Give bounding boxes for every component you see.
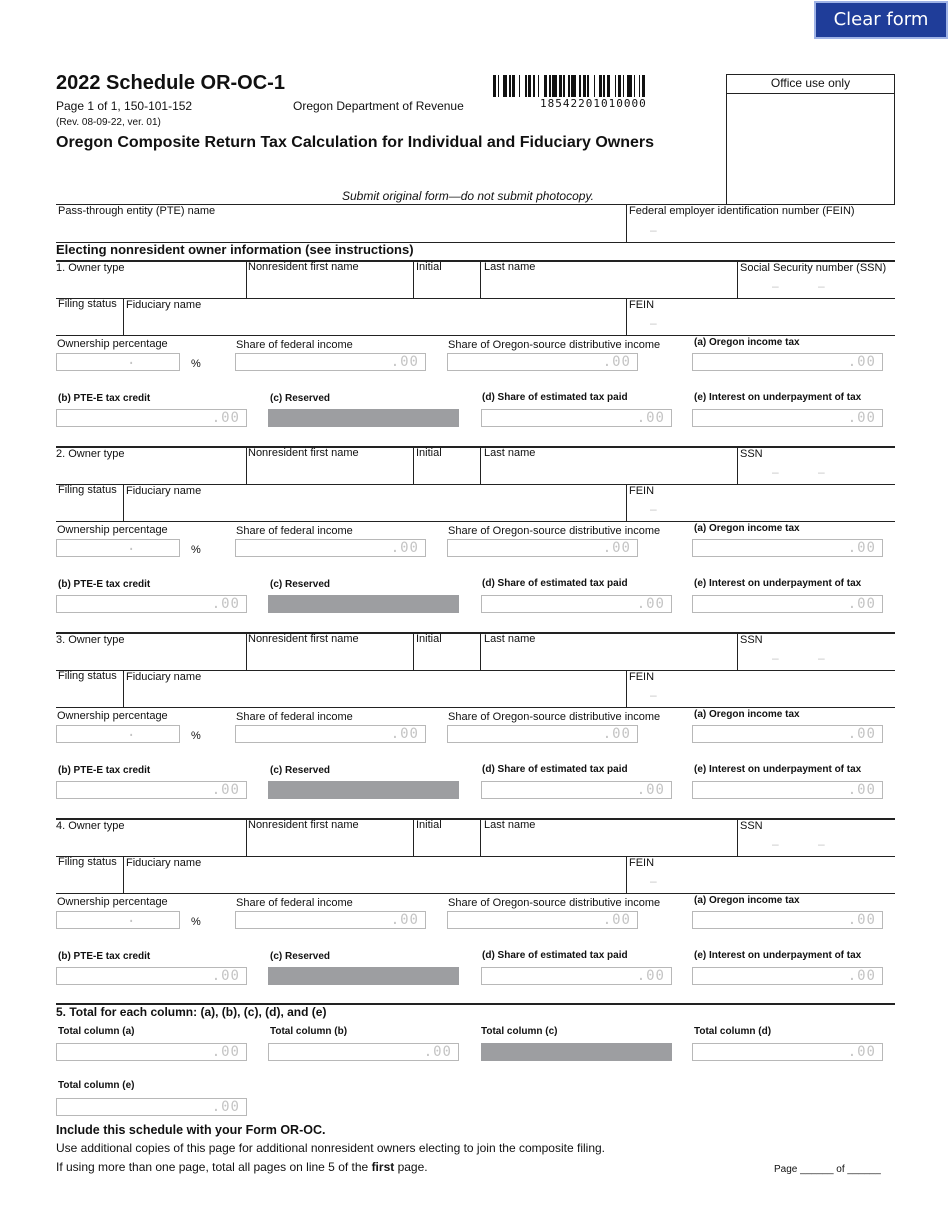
divider bbox=[246, 818, 247, 856]
owner-4-owner-type-label: 4. Owner type bbox=[56, 820, 125, 832]
divider bbox=[246, 632, 247, 670]
owner-1-col-d-label: (d) Share of estimated tax paid bbox=[482, 392, 628, 403]
owner-3-ownership-pct-label: Ownership percentage bbox=[57, 710, 168, 722]
owner-3-share-federal-input[interactable] bbox=[235, 725, 426, 743]
page-label: Page bbox=[774, 1164, 798, 1175]
owner-1-fein-label: FEIN bbox=[629, 299, 655, 311]
department-name: Oregon Department of Revenue bbox=[293, 99, 464, 113]
barcode-bar bbox=[642, 75, 645, 97]
barcode-bar bbox=[525, 75, 527, 97]
owner-3-col-a-label: (a) Oregon income tax bbox=[694, 709, 800, 720]
owner-1-initial-label: Initial bbox=[416, 261, 442, 273]
owner-4-share-federal-label: Share of federal income bbox=[236, 897, 353, 909]
office-use-label: Office use only bbox=[727, 75, 894, 94]
divider bbox=[737, 818, 738, 856]
owner-2-col-d-label: (d) Share of estimated tax paid bbox=[482, 578, 628, 589]
owner-3-col-b-label: (b) PTE-E tax credit bbox=[58, 765, 151, 776]
divider bbox=[480, 260, 481, 298]
include-note: Include this schedule with your Form OR-OC. bbox=[56, 1123, 326, 1137]
divider bbox=[626, 204, 627, 242]
cents-placeholder: .00 bbox=[847, 596, 876, 612]
owner-3-fein-input[interactable]: – bbox=[650, 688, 657, 702]
barcode-bar bbox=[603, 75, 605, 97]
owner-4-estimated-tax-input[interactable] bbox=[481, 967, 672, 985]
divider bbox=[123, 856, 124, 893]
barcode-bar bbox=[503, 75, 508, 97]
divider bbox=[56, 632, 895, 634]
of-label: of bbox=[836, 1164, 845, 1175]
divider bbox=[56, 446, 895, 448]
clear-form-button[interactable]: Clear form bbox=[814, 1, 948, 39]
barcode-bar bbox=[512, 75, 515, 97]
owner-2-pte-credit-input[interactable] bbox=[56, 595, 247, 613]
barcode-bar bbox=[579, 75, 581, 97]
owner-2-last-name-label: Last name bbox=[484, 447, 536, 459]
barcode-bar bbox=[587, 75, 589, 97]
entity-fein-input[interactable]: – bbox=[650, 223, 657, 237]
divider bbox=[626, 856, 627, 893]
total-b-label: Total column (b) bbox=[270, 1026, 348, 1037]
owner-2-col-c-label: (c) Reserved bbox=[270, 579, 331, 590]
owner-2-ssn-label: SSN bbox=[740, 448, 763, 460]
owner-4-filing-status-label: Filing status bbox=[58, 856, 117, 868]
decimal-point: . bbox=[127, 538, 136, 554]
owner-4-initial-label: Initial bbox=[416, 819, 442, 831]
barcode-bar bbox=[528, 75, 531, 97]
owner-4-fein-input[interactable]: – bbox=[650, 874, 657, 888]
owner-2-col-e-label: (e) Interest on underpayment of tax bbox=[694, 578, 862, 589]
divider bbox=[413, 260, 414, 298]
owner-2-ssn-input[interactable]: – – bbox=[772, 465, 843, 479]
owner-2-share-federal-input[interactable] bbox=[235, 539, 426, 557]
barcode-bar bbox=[549, 75, 551, 97]
form-title: 2022 Schedule OR-OC-1 bbox=[56, 72, 285, 94]
owner-1-col-b-label: (b) PTE-E tax credit bbox=[58, 393, 151, 404]
cents-placeholder: .00 bbox=[602, 540, 631, 556]
barcode-bar bbox=[583, 75, 586, 97]
owner-2-oregon-tax-input[interactable] bbox=[692, 539, 883, 557]
pte-name-label: Pass-through entity (PTE) name bbox=[58, 205, 216, 217]
cents-placeholder: .00 bbox=[847, 726, 876, 742]
owner-1-ownership-pct-input[interactable] bbox=[56, 353, 180, 371]
owner-4-first-name-label: Nonresident first name bbox=[248, 819, 359, 831]
owner-3-col-c-label: (c) Reserved bbox=[270, 765, 331, 776]
divider bbox=[413, 818, 414, 856]
owner-3-share-federal-label: Share of federal income bbox=[236, 711, 353, 723]
barcode-bar bbox=[533, 75, 535, 97]
cents-placeholder: .00 bbox=[602, 726, 631, 742]
owner-4-oregon-tax-input[interactable] bbox=[692, 911, 883, 929]
page-info: Page 1 of 1, 150-101-152 bbox=[56, 99, 193, 113]
barcode-bar bbox=[493, 75, 496, 97]
owner-4-ownership-pct-label: Ownership percentage bbox=[57, 896, 168, 908]
owner-4-last-name-label: Last name bbox=[484, 819, 536, 831]
page-number-field[interactable]: ______ bbox=[800, 1164, 834, 1175]
revision-info: (Rev. 08-09-22, ver. 01) bbox=[56, 117, 161, 128]
barcode-bar bbox=[615, 75, 617, 97]
office-use-box bbox=[726, 74, 895, 205]
owner-1-interest-input[interactable] bbox=[692, 409, 883, 427]
cents-placeholder: .00 bbox=[847, 912, 876, 928]
owner-3-share-oregon-input[interactable] bbox=[447, 725, 638, 743]
divider bbox=[737, 632, 738, 670]
owner-1-fein-input[interactable]: – bbox=[650, 316, 657, 330]
total-d-label: Total column (d) bbox=[694, 1026, 772, 1037]
owner-3-share-oregon-label: Share of Oregon-source distributive income bbox=[448, 711, 661, 723]
cents-placeholder: .00 bbox=[211, 410, 240, 426]
barcode-bar bbox=[519, 75, 521, 97]
total-e-input[interactable]: .00 bbox=[56, 1098, 247, 1116]
owner-1-fiduciary-name-label: Fiduciary name bbox=[126, 299, 202, 311]
owner-2-filing-status-label: Filing status bbox=[58, 484, 117, 496]
cents-placeholder: .00 bbox=[390, 540, 419, 556]
owner-3-filing-status-label: Filing status bbox=[58, 670, 117, 682]
multi-page-emphasis: first bbox=[371, 1160, 395, 1174]
total-a-input[interactable]: .00 bbox=[56, 1043, 247, 1061]
owner-2-fiduciary-name-label: Fiduciary name bbox=[126, 485, 202, 497]
owner-1-col-a-label: (a) Oregon income tax bbox=[694, 337, 800, 348]
multi-page-note bbox=[56, 1161, 428, 1174]
owner-2-ownership-pct-label: Ownership percentage bbox=[57, 524, 168, 536]
divider bbox=[123, 670, 124, 707]
barcode-bar bbox=[544, 75, 547, 97]
owner-4-col-e-label: (e) Interest on underpayment of tax bbox=[694, 950, 862, 961]
barcode-bar bbox=[509, 75, 511, 97]
cents-placeholder: .00 bbox=[847, 410, 876, 426]
barcode-bar bbox=[594, 75, 596, 97]
barcode-bar bbox=[538, 75, 540, 97]
owner-3-ownership-pct-input[interactable] bbox=[56, 725, 180, 743]
owner-4-ssn-input[interactable]: – – bbox=[772, 837, 843, 851]
owner-4-col-b-label: (b) PTE-E tax credit bbox=[58, 951, 151, 962]
cents-placeholder: .00 bbox=[390, 912, 419, 928]
owner-2-share-oregon-input[interactable] bbox=[447, 539, 638, 557]
cents-placeholder: .00 bbox=[847, 968, 876, 984]
owner-4-fiduciary-name-label: Fiduciary name bbox=[126, 857, 202, 869]
barcode-bar bbox=[607, 75, 610, 97]
owner-4-col-d-label: (d) Share of estimated tax paid bbox=[482, 950, 628, 961]
owner-1-ownership-pct-label: Ownership percentage bbox=[57, 338, 168, 350]
owner-4-ssn-label: SSN bbox=[740, 820, 763, 832]
barcode-bar bbox=[599, 75, 602, 97]
barcode-image bbox=[493, 75, 703, 97]
owner-1-reserved-field bbox=[268, 409, 459, 427]
total-c-label: Total column (c) bbox=[481, 1026, 558, 1037]
divider bbox=[246, 446, 247, 484]
barcode-bar bbox=[623, 75, 625, 97]
cents-placeholder: .00 bbox=[390, 726, 419, 742]
additional-copies-note: Use additional copies of this page for additional nonresident owners electing to join the composite filing. bbox=[56, 1141, 605, 1155]
barcode-bar bbox=[568, 75, 570, 97]
owner-3-pct-sign: % bbox=[191, 730, 201, 742]
submit-note: Submit original form—do not submit photocopy. bbox=[342, 189, 594, 203]
barcode-bar bbox=[498, 75, 500, 97]
cents-placeholder: .00 bbox=[847, 782, 876, 798]
cents-placeholder: .00 bbox=[211, 968, 240, 984]
owner-1-col-c-label: (c) Reserved bbox=[270, 393, 331, 404]
multi-page-text: If using more than one page, total all pages on line 5 of the bbox=[56, 1160, 372, 1174]
cents-placeholder: .00 bbox=[211, 782, 240, 798]
cents-placeholder: .00 bbox=[602, 354, 631, 370]
barcode-bar bbox=[627, 75, 632, 97]
owner-1-filing-status-label: Filing status bbox=[58, 298, 117, 310]
owner-2-owner-type-label: 2. Owner type bbox=[56, 448, 125, 460]
owner-2-share-oregon-label: Share of Oregon-source distributive income bbox=[448, 525, 661, 537]
owner-4-col-c-label: (c) Reserved bbox=[270, 951, 331, 962]
divider bbox=[737, 260, 738, 298]
owner-4-ownership-pct-input[interactable] bbox=[56, 911, 180, 929]
cents-placeholder: .00 bbox=[636, 968, 665, 984]
owner-2-interest-input[interactable] bbox=[692, 595, 883, 613]
owner-3-col-d-label: (d) Share of estimated tax paid bbox=[482, 764, 628, 775]
owner-3-ssn-input[interactable]: – – bbox=[772, 651, 843, 665]
owner-3-reserved-field bbox=[268, 781, 459, 799]
owner-2-ownership-pct-input[interactable] bbox=[56, 539, 180, 557]
owner-3-owner-type-label: 3. Owner type bbox=[56, 634, 125, 646]
owner-4-interest-input[interactable] bbox=[692, 967, 883, 985]
owner-1-share-oregon-label: Share of Oregon-source distributive income bbox=[448, 339, 661, 351]
owner-4-pct-sign: % bbox=[191, 916, 201, 928]
owner-1-oregon-tax-input[interactable] bbox=[692, 353, 883, 371]
decimal-point: . bbox=[127, 724, 136, 740]
owner-3-pte-credit-input[interactable] bbox=[56, 781, 247, 799]
owner-3-last-name-label: Last name bbox=[484, 633, 536, 645]
owner-4-reserved-field bbox=[268, 967, 459, 985]
owner-4-share-federal-input[interactable] bbox=[235, 911, 426, 929]
divider bbox=[626, 670, 627, 707]
owner-4-pte-credit-input[interactable] bbox=[56, 967, 247, 985]
owner-1-share-oregon-input[interactable] bbox=[447, 353, 638, 371]
owner-3-ssn-label: SSN bbox=[740, 634, 763, 646]
owner-3-oregon-tax-input[interactable] bbox=[692, 725, 883, 743]
cents-placeholder: .00 bbox=[636, 782, 665, 798]
owner-4-col-a-label: (a) Oregon income tax bbox=[694, 895, 800, 906]
owner-4-fein-label: FEIN bbox=[629, 857, 655, 869]
cents-placeholder: .00 bbox=[847, 540, 876, 556]
divider bbox=[123, 298, 124, 335]
divider bbox=[480, 446, 481, 484]
owner-1-share-federal-input[interactable] bbox=[235, 353, 426, 371]
owner-2-first-name-label: Nonresident first name bbox=[248, 447, 359, 459]
owner-3-fein-label: FEIN bbox=[629, 671, 655, 683]
owner-2-fein-label: FEIN bbox=[629, 485, 655, 497]
owner-1-pte-credit-input[interactable] bbox=[56, 409, 247, 427]
owner-1-first-name-label: Nonresident first name bbox=[248, 261, 359, 273]
owner-4-share-oregon-label: Share of Oregon-source distributive income bbox=[448, 897, 661, 909]
divider bbox=[626, 298, 627, 335]
owner-1-pct-sign: % bbox=[191, 358, 201, 370]
owner-3-interest-input[interactable] bbox=[692, 781, 883, 799]
owner-2-share-federal-label: Share of federal income bbox=[236, 525, 353, 537]
barcode-bar bbox=[563, 75, 565, 97]
barcode-bar bbox=[639, 75, 641, 97]
owner-1-owner-type-label: 1. Owner type bbox=[56, 262, 125, 274]
decimal-point: . bbox=[127, 352, 136, 368]
total-d-input[interactable]: .00 bbox=[692, 1043, 883, 1061]
decimal-point: . bbox=[127, 910, 136, 926]
owner-1-ssn-label: Social Security number (SSN) bbox=[740, 262, 887, 274]
owner-3-first-name-label: Nonresident first name bbox=[248, 633, 359, 645]
total-b-input[interactable]: .00 bbox=[268, 1043, 459, 1061]
barcode-bar bbox=[634, 75, 636, 97]
barcode-bar bbox=[618, 75, 621, 97]
fein-label: Federal employer identification number (FEIN) bbox=[629, 205, 855, 217]
owner-2-fein-input[interactable]: – bbox=[650, 502, 657, 516]
owner-3-col-e-label: (e) Interest on underpayment of tax bbox=[694, 764, 862, 775]
divider bbox=[56, 818, 895, 820]
cents-placeholder: .00 bbox=[211, 596, 240, 612]
divider bbox=[413, 446, 414, 484]
divider bbox=[413, 632, 414, 670]
owner-1-estimated-tax-input[interactable] bbox=[481, 409, 672, 427]
owner-2-col-b-label: (b) PTE-E tax credit bbox=[58, 579, 151, 590]
multi-page-text-end: page. bbox=[394, 1160, 428, 1174]
form-subtitle: Oregon Composite Return Tax Calculation for Individual and Fiduciary Owners bbox=[56, 134, 655, 151]
owner-4-share-oregon-input[interactable] bbox=[447, 911, 638, 929]
cents-placeholder: .00 bbox=[390, 354, 419, 370]
barcode-number: 18542201010000 bbox=[540, 97, 647, 110]
divider bbox=[480, 818, 481, 856]
total-c-reserved bbox=[481, 1043, 672, 1061]
owner-1-share-federal-label: Share of federal income bbox=[236, 339, 353, 351]
owner-1-col-e-label: (e) Interest on underpayment of tax bbox=[694, 392, 862, 403]
owner-2-reserved-field bbox=[268, 595, 459, 613]
owner-1-last-name-label: Last name bbox=[484, 261, 536, 273]
owner-3-initial-label: Initial bbox=[416, 633, 442, 645]
section-title: Electing nonresident owner information (see instructions) bbox=[56, 242, 414, 257]
cents-placeholder: .00 bbox=[636, 596, 665, 612]
page-count bbox=[774, 1163, 881, 1176]
divider bbox=[737, 446, 738, 484]
owner-3-fiduciary-name-label: Fiduciary name bbox=[126, 671, 202, 683]
divider bbox=[626, 484, 627, 521]
page-total-field[interactable]: ______ bbox=[847, 1164, 881, 1175]
divider bbox=[246, 260, 247, 298]
owner-2-initial-label: Initial bbox=[416, 447, 442, 459]
barcode-bar bbox=[571, 75, 576, 97]
cents-placeholder: .00 bbox=[636, 410, 665, 426]
total-a-label: Total column (a) bbox=[58, 1026, 135, 1037]
cents-placeholder: .00 bbox=[847, 354, 876, 370]
cents-placeholder: .00 bbox=[602, 912, 631, 928]
owner-2-estimated-tax-input[interactable] bbox=[481, 595, 672, 613]
owner-2-col-a-label: (a) Oregon income tax bbox=[694, 523, 800, 534]
barcode-bar bbox=[559, 75, 562, 97]
barcode-bar bbox=[552, 75, 557, 97]
divider bbox=[123, 484, 124, 521]
total-e-label: Total column (e) bbox=[58, 1080, 135, 1091]
owner-1-ssn-input[interactable]: – – bbox=[772, 279, 843, 293]
totals-title: 5. Total for each column: (a), (b), (c), (d), and (e) bbox=[56, 1005, 327, 1019]
divider bbox=[480, 632, 481, 670]
owner-3-estimated-tax-input[interactable] bbox=[481, 781, 672, 799]
owner-2-pct-sign: % bbox=[191, 544, 201, 556]
